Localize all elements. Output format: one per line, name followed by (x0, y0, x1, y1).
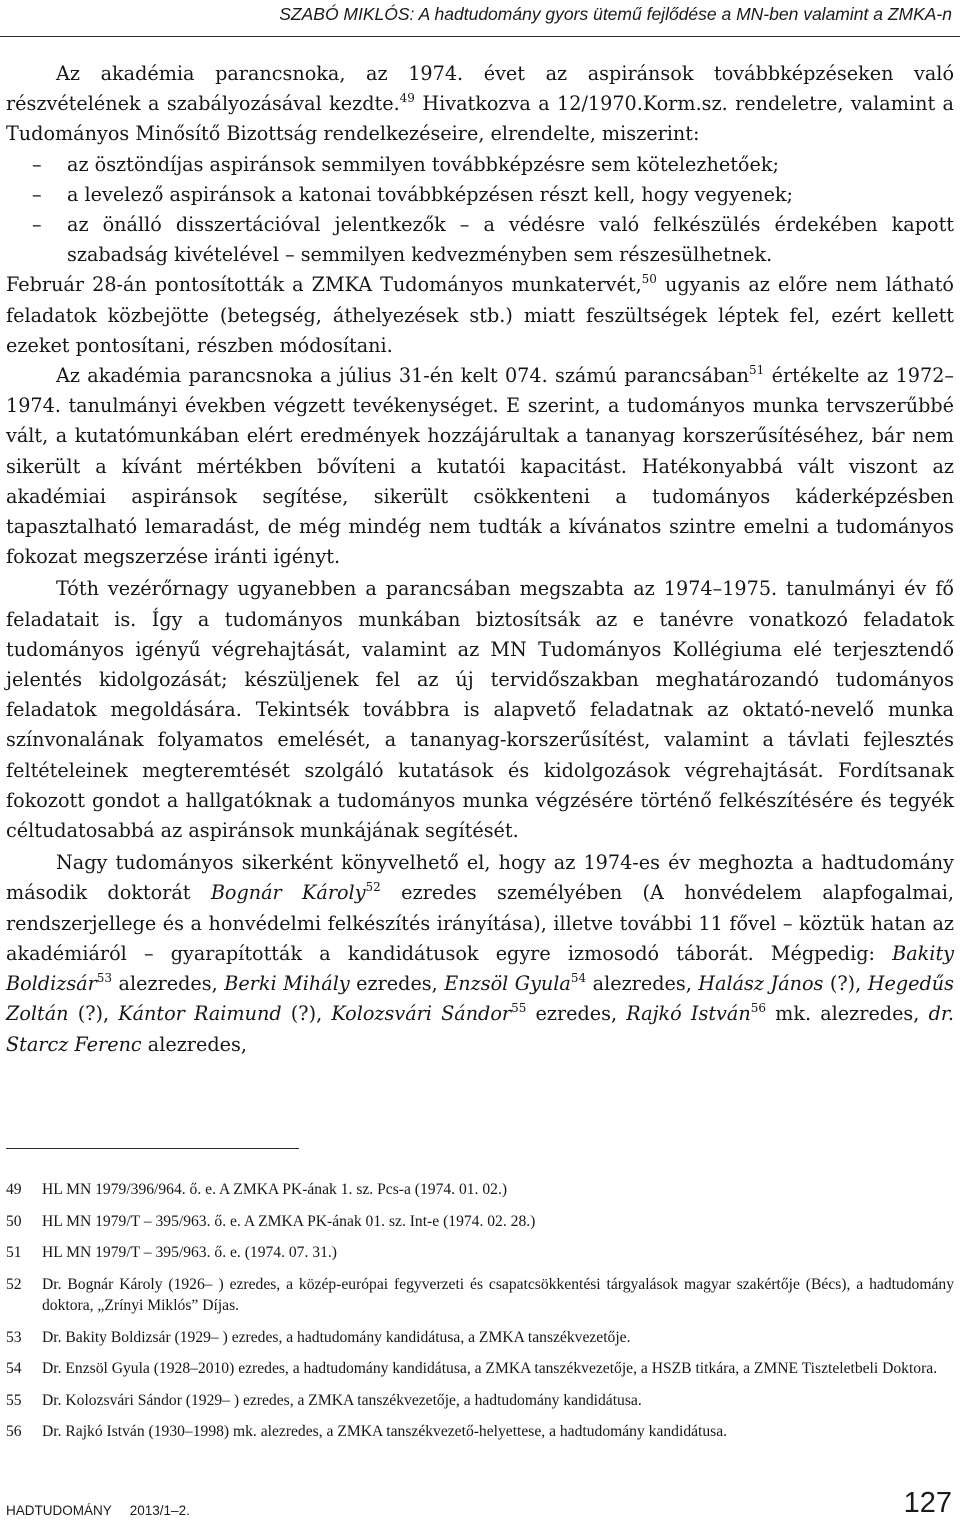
footnote-ref-56[interactable]: 56 (750, 1001, 766, 1016)
footnote-text: HL MN 1979/396/964. ő. e. A ZMKA PK-ának 1. sz. Pcs-a (1974. 01. 02.) (42, 1181, 508, 1198)
list-item-text: a levelező aspiránsok a katonai továbbképzésen részt kell, hogy vegyenek; (67, 182, 794, 206)
paragraph-5-text: alezredes, (141, 1032, 247, 1056)
person-name: Hegedűs Zoltán (6, 972, 954, 1026)
footnote-text: Dr. Bognár Károly (1926– ) ezredes, a közép-európai fegyverzeti és csapatcsökkentési tárgyalások magyar szakértője (Bécs), a hadtudomány doktora, „Zrínyi Miklós” Díjas. (42, 1275, 954, 1314)
list-item (6, 180, 954, 210)
list-item-text: az önálló disszertációval jelentkezők – a védésre való felkészülés érdekében kapott szabadság kivételével – semmilyen kedvezményben sem részesülhetnek. (67, 213, 954, 267)
person-name: Bognár Károly (210, 881, 366, 905)
footnote-text: HL MN 1979/T – 395/963. ő. e. (1974. 07. 31.) (42, 1244, 337, 1261)
footnote-number: 52 (6, 1275, 22, 1293)
person-name: Kántor Raimund (118, 1002, 282, 1026)
paragraph-3 (6, 361, 954, 572)
footnote-text: Dr. Enzsöl Gyula (1928–2010) ezredes, a hadtudomány kandidátusa, a ZMKA tanszékvezetője, a HSZB titkára, a ZMNE Tiszteletbeli Doktora. (42, 1360, 938, 1377)
paragraph-3-text-a: Az akadémia parancsnoka a július 31-én kelt 074. számú parancsában (56, 364, 750, 388)
dash-bullet: – (32, 152, 42, 176)
footnote-number: 50 (6, 1212, 22, 1230)
paragraph-5-text: Nagy tudományos sikerként könyvelhető el, hogy az 1974-es év meghozta a hadtudomány második doktorát (6, 851, 954, 905)
paragraph-5-text: alezredes, (586, 972, 699, 996)
person-name: Halász János (698, 972, 824, 996)
paragraph-2 (6, 270, 954, 361)
paragraph-4: Tóth vezérőrnagy ugyanebben a parancsában megszabta az 1974–1975. tanulmányi év fő feladatait is. Így a tudományos munkában biztosítsák az e tanévre vonatkozó feladatok tudományos igényű végrehajtását, valamint az MN Tudományos Kollégiuma elé terjesztendő jelentés kidolgozását; készüljenek fel az új tervidőszakban meghatározandó tudományos feladatok megoldására. Tekintsék továbbra is alapvető feladatnak az oktató-nevelő munka színvonalának folyamatos emelését, a tananyag-korszerűsítést, valamint a távlati fejlesztés feltételeinek megteremtését szolgáló kutatások és kidolgozások végrehajtását. Fordítsanak fokozott gondot a hallgatóknak a tudományos munka végzésére történő felkészítésére és tegyék céltudatosabbá az aspiránsok munkájának segítését. (6, 577, 954, 843)
footnote (6, 1421, 954, 1443)
footnote-ref-49[interactable]: 49 (399, 91, 415, 106)
footnote-ref-51[interactable]: 51 (749, 363, 765, 378)
journal-name: HADTUDOMÁNY (6, 1503, 112, 1518)
paragraph-5 (6, 848, 954, 1059)
page-number: 127 (903, 1487, 952, 1519)
footnote-ref-52[interactable]: 52 (365, 880, 381, 895)
journal-footer (6, 1503, 190, 1518)
paragraph-2-text-a: Február 28-án pontosították a ZMKA Tudományos munkatervét, (6, 273, 642, 297)
footnote-number: 56 (6, 1423, 22, 1440)
paragraph-5-text: ezredes személyében (A honvédelem alapfogalmai, rendszerjellege és a honvédelmi felkészítés irányítása), illetve további 11 fővel – köztük hatan az akadémiáról – gyarapították a kandidátusok egyre izmosodó táborát. Mégpedig: (6, 881, 955, 965)
provision-list (6, 150, 954, 271)
footnote-text: Dr. Bakity Boldizsár (1929– ) ezredes, a hadtudomány kandidátusa, a ZMKA tanszékvezetője. (42, 1328, 631, 1346)
paragraph-2-text-b: ugyanis az előre nem látható feladatok közbejötte (betegség, áthelyezések stb.) miatt feszültségek léptek fel, ezért kellett ezeket pontosítani, részben módosítani. (6, 273, 954, 357)
paragraph-5-text: ezredes, (349, 972, 445, 996)
header-rule (0, 36, 960, 37)
footnote-number: 55 (6, 1391, 22, 1409)
paragraph-1-text-a: Az akadémia parancsnoka, az 1974. évet az aspiránsok továbbképzéseken való részvételének a szabályozásával kezdte. (6, 62, 954, 116)
footnote-text: HL MN 1979/T – 395/963. ő. e. A ZMKA PK-ának 01. sz. Int-e (1974. 02. 28.) (42, 1212, 536, 1230)
footnote-rule (6, 1148, 299, 1149)
footnote-ref-50[interactable]: 50 (641, 272, 657, 287)
footnote (6, 1242, 954, 1264)
paragraph-1 (6, 59, 954, 150)
person-name: Rajkó István (626, 1002, 751, 1026)
list-item-text: az ösztöndíjas aspiránsok semmilyen továbbképzésre sem kötelezhetőek; (67, 152, 779, 176)
paragraph-5-text: ezredes, (526, 1002, 627, 1026)
paragraph-5-text: (?), (281, 1002, 332, 1026)
person-name: Kolozsvári Sándor (331, 1002, 512, 1026)
footnotes (6, 1179, 954, 1453)
person-name: dr. Starcz Ferenc (6, 1002, 955, 1056)
dash-bullet: – (32, 213, 42, 237)
list-item (6, 150, 954, 180)
person-name: Enzsöl Gyula (444, 972, 571, 996)
footnote-text: Dr. Rajkó István (1930–1998) mk. alezredes, a ZMKA tanszékvezető-helyettese, a hadtudomány kandidátusa. (42, 1423, 728, 1440)
footnote (6, 1211, 954, 1233)
person-name: Bakity Boldizsár (6, 941, 954, 996)
running-head: SZABÓ MIKLÓS: A hadtudomány gyors ütemű fejlődése a MN-ben valamint a ZMKA-n (279, 4, 952, 24)
article-body (6, 59, 954, 1060)
footnote (6, 1179, 954, 1201)
paragraph-3-text-b: értékelte az 1972–1974. tanulmányi években végzett tevékenységet. E szerint, a tudományos munka tervszerűbbé vált, a kutatómunkában elért eredmények hozzájárultak a tananyag korszerűsítéséhez, bár nem sikerült a kívánt mértékben bővíteni a kutatói kapacitást. Hatékonyabbá vált viszont az akadémiai aspiránsok segítése, sikerült csökkenteni a tudományos káderképzésben tapasztalható lemaradást, de még mindég nem tudták a kívánatos szintre emelni a tudományos fokozat megszerzése iránti igényt. (6, 364, 954, 569)
paragraph-1-text-b: Hivatkozva a 12/1970.Korm.sz. rendeletre, valamint a Tudományos Minősítő Bizottság rendelkezéseire, elrendelte, miszerint: (6, 92, 954, 146)
paragraph-5-text: alezredes, (112, 972, 225, 996)
footnote (6, 1358, 954, 1380)
footnote (6, 1390, 954, 1412)
footnote-ref-55[interactable]: 55 (511, 1001, 527, 1016)
paragraph-5-text: (?), (823, 972, 868, 996)
dash-bullet: – (32, 182, 42, 206)
footnote-ref-53[interactable]: 53 (96, 971, 113, 986)
footnote-number: 53 (6, 1328, 22, 1346)
list-item (6, 210, 954, 270)
footnote-text: Dr. Kolozsvári Sándor (1929– ) ezredes, a ZMKA tanszékvezetője, a hadtudomány kandidátusa. (42, 1391, 642, 1409)
paragraph-5-text: (?), (68, 1002, 119, 1026)
footnote (6, 1274, 954, 1317)
paragraph-5-text: mk. alezredes, (765, 1002, 929, 1026)
footnote-number: 51 (6, 1244, 22, 1261)
footnote (6, 1327, 954, 1349)
person-name: Berki Mihály (224, 972, 350, 996)
footnote-ref-54[interactable]: 54 (570, 971, 587, 986)
footnote-number: 54 (6, 1360, 22, 1377)
footnote-number: 49 (6, 1181, 22, 1198)
journal-issue: 2013/1–2. (129, 1503, 190, 1518)
